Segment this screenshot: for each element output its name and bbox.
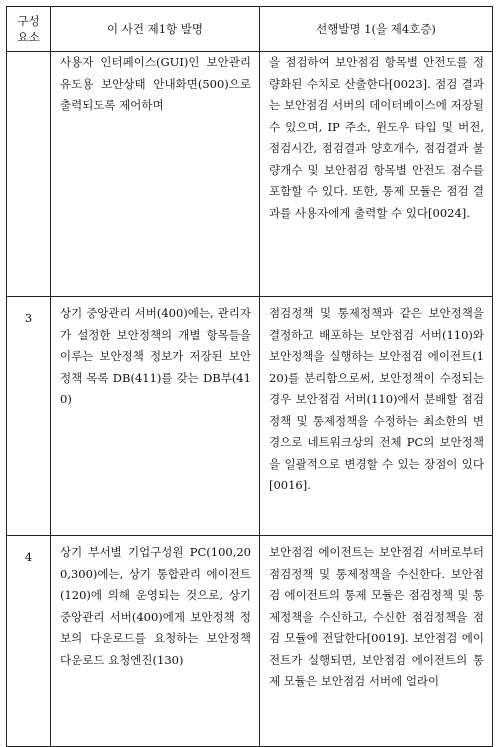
prior-art-text: 보안점검 에이전트는 보안점검 서버로부터 점검정책 및 통제정책을 수신한다. 보안점검 에이전트의 통제 모듈은 점검정책 및 통제정책을 수신하고, 수신한 점검정책을 점검 모듈에 전달한다[0019]. 보안점검 에이전트가 실행되면, 보안점검 에이전트의 통제 모듈은 보안점검 서버에 얼라이 [260, 536, 493, 747]
header-row [7, 7, 493, 52]
table-row [7, 536, 493, 747]
component-number [7, 52, 51, 297]
prior-art-text: 을 점검하여 보안점검 항목별 안전도를 정량화된 수치로 산출한다[0023]. 점검 결과는 보안점검 서버의 데이터베이스에 저장될 수 있으며, IP 주소, 윈도우 타입 및 버전, 점검시간, 점검결과 양호개수, 점검결과 불량개수 및 보안점검 항목별 안전도 점수를 포함할 수 있다. 또한, 통제 모듈은 점검 결과를 사용자에게 출력할 수 있다[0024]. [260, 52, 493, 297]
header-component: 구성 요소 [7, 7, 51, 52]
claim-text: 상기 부서별 기업구성원 PC(100,200,300)에는, 상기 통합관리 에이전트(120)에 의해 운영되는 것으로, 상기 중앙관리 서버(400)에게 보안정책 정보의 다운로드를 요청하는 보안정책 다운로드 요청엔진(130) [51, 536, 260, 747]
prior-art-text: 점검정책 및 통제정책과 같은 보안정책을 결정하고 배포하는 보안점검 서버(110)와 보안정책을 실행하는 보안점검 에이전트(120)를 분리함으로써, 보안정책이 수정되는 경우 보안점검 서버(110)에서 분배할 점검정책 및 통제정책을 수정하는 최소한의 변경으로 네트워크상의 전체 PC의 보안정책을 일괄적으로 변경할 수 있는 장점이 있다[0016]. [260, 297, 493, 536]
table-row [7, 297, 493, 536]
component-number: 4 [7, 536, 51, 747]
claim-text: 사용자 인터페이스(GUI)인 보안관리 유도용 보안상태 안내화면(500)으로 출력되도록 제어하며 [51, 52, 260, 297]
component-number: 3 [7, 297, 51, 536]
table-row [7, 52, 493, 297]
header-claim: 이 사건 제1항 발명 [51, 7, 260, 52]
comparison-table [6, 6, 493, 747]
header-prior-art: 선행발명 1(을 제4호증) [260, 7, 493, 52]
claim-text: 상기 중앙관리 서버(400)에는, 관리자가 설정한 보안정책의 개별 항목들을 이루는 보안정책 정보가 저장된 보안정책 목록 DB(411)를 갖는 DB부(410) [51, 297, 260, 536]
